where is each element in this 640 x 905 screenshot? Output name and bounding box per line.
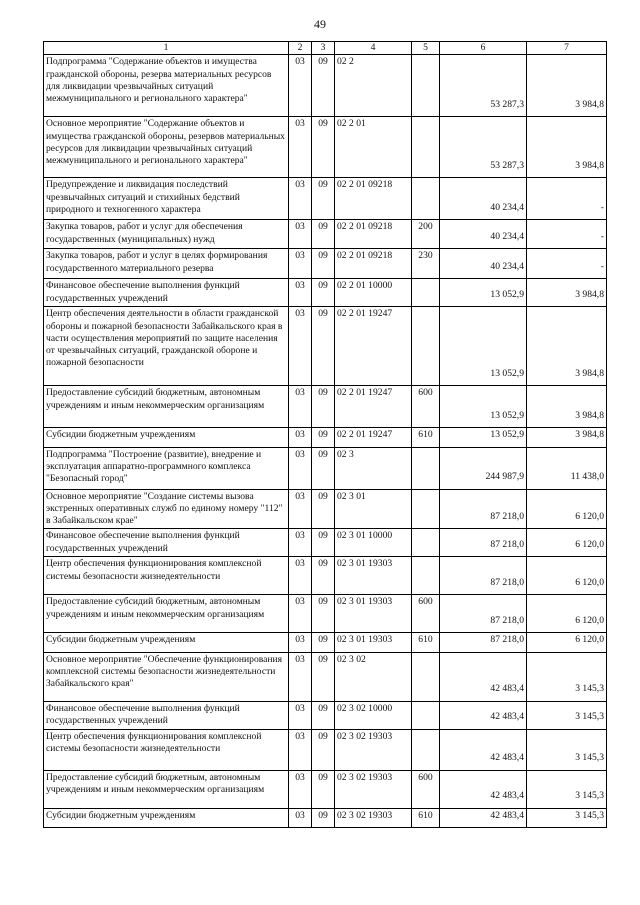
row-section: 03 (289, 447, 312, 489)
row-target-code: 02 3 01 19303 (335, 557, 412, 595)
row-section: 03 (289, 729, 312, 770)
row-section: 03 (289, 701, 312, 729)
table-row (44, 633, 607, 652)
row-amount-federal: 11 438,0 (527, 447, 607, 489)
row-name: Подпрограмма "Содержание объектов и имущества гражданской обороны, резерва материальных ресурсов для ликвидации чрезвычайных ситуаций межмуниципального и регионального характера" (44, 55, 289, 117)
header-col-1: 1 (44, 42, 289, 55)
row-subsection: 09 (312, 447, 335, 489)
row-name: Предоставление субсидий бюджетным, автономным учреждениям и иным некоммерческим организациям (44, 595, 289, 633)
row-subsection: 09 (312, 770, 335, 808)
row-subsection: 09 (312, 729, 335, 770)
table-row (44, 386, 607, 428)
header-col-7: 7 (527, 42, 607, 55)
row-expense-type (412, 729, 440, 770)
header-col-3: 3 (312, 42, 335, 55)
row-name: Центр обеспечения функционирования комплексной системы безопасности жизнедеятельности (44, 557, 289, 595)
row-subsection: 09 (312, 808, 335, 827)
row-amount-total: 53 287,3 (440, 117, 527, 178)
row-amount-total: 53 287,3 (440, 55, 527, 117)
table-row (44, 595, 607, 633)
row-target-code: 02 2 01 19247 (335, 386, 412, 428)
row-amount-total: 87 218,0 (440, 489, 527, 529)
row-name: Предупреждение и ликвидация последствий чрезвычайных ситуаций и стихийных бедствий природного и техногенного характера (44, 178, 289, 220)
table-row (44, 808, 607, 827)
row-section: 03 (289, 55, 312, 117)
row-amount-total: 42 483,4 (440, 652, 527, 701)
row-target-code: 02 3 02 19303 (335, 729, 412, 770)
row-subsection: 09 (312, 652, 335, 701)
row-amount-federal: 6 120,0 (527, 633, 607, 652)
table-row (44, 729, 607, 770)
row-target-code: 02 3 01 19303 (335, 595, 412, 633)
row-name: Центр обеспечения деятельности в области гражданской обороны и пожарной безопасности Забайкальского края в части осуществления мероприятий по защите населения от чрезвычайных ситуаций, гражданской обороне и пожарной безопасности (44, 307, 289, 386)
header-row (44, 42, 607, 55)
row-name: Основное мероприятие "Содержание объектов и имущества гражданской обороны, резервов материальных ресурсов для ликвидации чрезвычайных ситуаций межмуниципального и регионального характера" (44, 117, 289, 178)
row-amount-total: 13 052,9 (440, 279, 527, 307)
row-amount-federal: 3 145,3 (527, 701, 607, 729)
table-row (44, 279, 607, 307)
row-expense-type: 610 (412, 808, 440, 827)
row-section: 03 (289, 386, 312, 428)
table-row (44, 652, 607, 701)
row-subsection: 09 (312, 249, 335, 279)
table-row (44, 428, 607, 447)
row-target-code: 02 3 02 19303 (335, 808, 412, 827)
header-col-5: 5 (412, 42, 440, 55)
budget-table (43, 41, 607, 828)
row-name: Субсидии бюджетным учреждениям (44, 428, 289, 447)
row-subsection: 09 (312, 557, 335, 595)
row-amount-federal: - (527, 178, 607, 220)
row-amount-total: 13 052,9 (440, 428, 527, 447)
row-expense-type (412, 652, 440, 701)
row-name: Закупка товаров, работ и услуг в целях формирования государственного материального резерва (44, 249, 289, 279)
row-section: 03 (289, 307, 312, 386)
row-amount-total: 87 218,0 (440, 633, 527, 652)
table-row (44, 770, 607, 808)
row-expense-type (412, 307, 440, 386)
row-amount-federal: 3 984,8 (527, 55, 607, 117)
row-section: 03 (289, 633, 312, 652)
row-target-code: 02 2 (335, 55, 412, 117)
row-expense-type: 600 (412, 595, 440, 633)
row-amount-federal: 6 120,0 (527, 529, 607, 557)
row-name: Основное мероприятие "Создание системы вызова экстренных оперативных служб по единому номеру "112" в Забайкальском крае" (44, 489, 289, 529)
row-amount-federal: 3 984,8 (527, 307, 607, 386)
row-section: 03 (289, 428, 312, 447)
row-amount-total: 42 483,4 (440, 770, 527, 808)
table-row (44, 489, 607, 529)
row-name: Финансовое обеспечение выполнения функций государственных учреждений (44, 279, 289, 307)
row-amount-federal: 3 145,3 (527, 729, 607, 770)
row-amount-federal: 3 984,8 (527, 117, 607, 178)
row-amount-federal: 3 145,3 (527, 652, 607, 701)
row-name: Основное мероприятие "Обеспечение функционирования комплексной системы безопасности жизнедеятельности Забайкальского края" (44, 652, 289, 701)
row-section: 03 (289, 770, 312, 808)
row-target-code: 02 2 01 19247 (335, 428, 412, 447)
row-section: 03 (289, 489, 312, 529)
table-row (44, 447, 607, 489)
row-subsection: 09 (312, 117, 335, 178)
header-col-4: 4 (335, 42, 412, 55)
row-expense-type: 600 (412, 386, 440, 428)
row-amount-federal: - (527, 249, 607, 279)
row-amount-federal: 3 984,8 (527, 279, 607, 307)
row-expense-type (412, 178, 440, 220)
table-row (44, 557, 607, 595)
row-amount-total: 40 234,4 (440, 249, 527, 279)
row-target-code: 02 3 01 19303 (335, 633, 412, 652)
row-target-code: 02 3 01 10000 (335, 529, 412, 557)
page-number: 49 (314, 17, 326, 31)
row-name: Субсидии бюджетным учреждениям (44, 808, 289, 827)
row-target-code: 02 2 01 09218 (335, 220, 412, 249)
row-amount-total: 40 234,4 (440, 178, 527, 220)
table-row (44, 529, 607, 557)
row-expense-type (412, 117, 440, 178)
row-expense-type (412, 489, 440, 529)
row-subsection: 09 (312, 633, 335, 652)
row-amount-federal: 3 145,3 (527, 808, 607, 827)
table-row (44, 178, 607, 220)
row-subsection: 09 (312, 55, 335, 117)
row-subsection: 09 (312, 279, 335, 307)
row-amount-federal: 6 120,0 (527, 557, 607, 595)
row-amount-total: 42 483,4 (440, 808, 527, 827)
row-name: Подпрограмма "Построение (развитие), внедрение и эксплуатация аппаратно-программного комплекса "Безопасный город" (44, 447, 289, 489)
row-subsection: 09 (312, 220, 335, 249)
row-subsection: 09 (312, 307, 335, 386)
row-section: 03 (289, 557, 312, 595)
header-col-2: 2 (289, 42, 312, 55)
row-target-code: 02 2 01 09218 (335, 249, 412, 279)
row-amount-total: 42 483,4 (440, 729, 527, 770)
row-name: Центр обеспечения функционирования комплексной системы безопасности жизнедеятельности (44, 729, 289, 770)
row-amount-total: 87 218,0 (440, 557, 527, 595)
row-subsection: 09 (312, 178, 335, 220)
header-col-6: 6 (440, 42, 527, 55)
row-amount-total: 87 218,0 (440, 595, 527, 633)
row-name: Финансовое обеспечение выполнения функций государственных учреждений (44, 529, 289, 557)
row-name: Финансовое обеспечение выполнения функций государственных учреждений (44, 701, 289, 729)
table-row (44, 55, 607, 117)
table-row (44, 220, 607, 249)
row-target-code: 02 3 02 (335, 652, 412, 701)
row-amount-total: 40 234,4 (440, 220, 527, 249)
row-subsection: 09 (312, 701, 335, 729)
row-subsection: 09 (312, 529, 335, 557)
row-name: Закупка товаров, работ и услуг для обеспечения государственных (муниципальных) нужд (44, 220, 289, 249)
row-section: 03 (289, 249, 312, 279)
table-row (44, 701, 607, 729)
row-expense-type (412, 529, 440, 557)
row-amount-federal: 6 120,0 (527, 595, 607, 633)
row-section: 03 (289, 808, 312, 827)
row-amount-total: 13 052,9 (440, 307, 527, 386)
row-amount-federal: 6 120,0 (527, 489, 607, 529)
row-expense-type (412, 701, 440, 729)
row-target-code: 02 2 01 09218 (335, 178, 412, 220)
row-target-code: 02 2 01 (335, 117, 412, 178)
row-expense-type: 600 (412, 770, 440, 808)
row-expense-type: 610 (412, 428, 440, 447)
row-section: 03 (289, 595, 312, 633)
row-subsection: 09 (312, 489, 335, 529)
row-amount-total: 244 987,9 (440, 447, 527, 489)
row-expense-type: 230 (412, 249, 440, 279)
row-section: 03 (289, 117, 312, 178)
row-name: Предоставление субсидий бюджетным, автономным учреждениям и иным некоммерческим организациям (44, 770, 289, 808)
row-subsection: 09 (312, 428, 335, 447)
row-amount-federal: 3 984,8 (527, 386, 607, 428)
row-section: 03 (289, 178, 312, 220)
row-amount-federal: 3 984,8 (527, 428, 607, 447)
row-section: 03 (289, 220, 312, 249)
row-amount-total: 13 052,9 (440, 386, 527, 428)
row-section: 03 (289, 652, 312, 701)
row-expense-type (412, 279, 440, 307)
row-amount-total: 87 218,0 (440, 529, 527, 557)
row-expense-type (412, 55, 440, 117)
row-subsection: 09 (312, 386, 335, 428)
row-expense-type (412, 447, 440, 489)
row-target-code: 02 3 02 10000 (335, 701, 412, 729)
row-target-code: 02 3 02 19303 (335, 770, 412, 808)
table-row (44, 249, 607, 279)
table-row (44, 307, 607, 386)
row-expense-type: 200 (412, 220, 440, 249)
row-name: Предоставление субсидий бюджетным, автономным учреждениям и иным некоммерческим организациям (44, 386, 289, 428)
table-row (44, 117, 607, 178)
row-name: Субсидии бюджетным учреждениям (44, 633, 289, 652)
row-target-code: 02 2 01 10000 (335, 279, 412, 307)
row-subsection: 09 (312, 595, 335, 633)
row-amount-total: 42 483,4 (440, 701, 527, 729)
row-target-code: 02 2 01 19247 (335, 307, 412, 386)
row-section: 03 (289, 529, 312, 557)
row-amount-federal: 3 145,3 (527, 770, 607, 808)
row-target-code: 02 3 (335, 447, 412, 489)
row-expense-type (412, 557, 440, 595)
row-expense-type: 610 (412, 633, 440, 652)
row-target-code: 02 3 01 (335, 489, 412, 529)
row-amount-federal: - (527, 220, 607, 249)
row-section: 03 (289, 279, 312, 307)
